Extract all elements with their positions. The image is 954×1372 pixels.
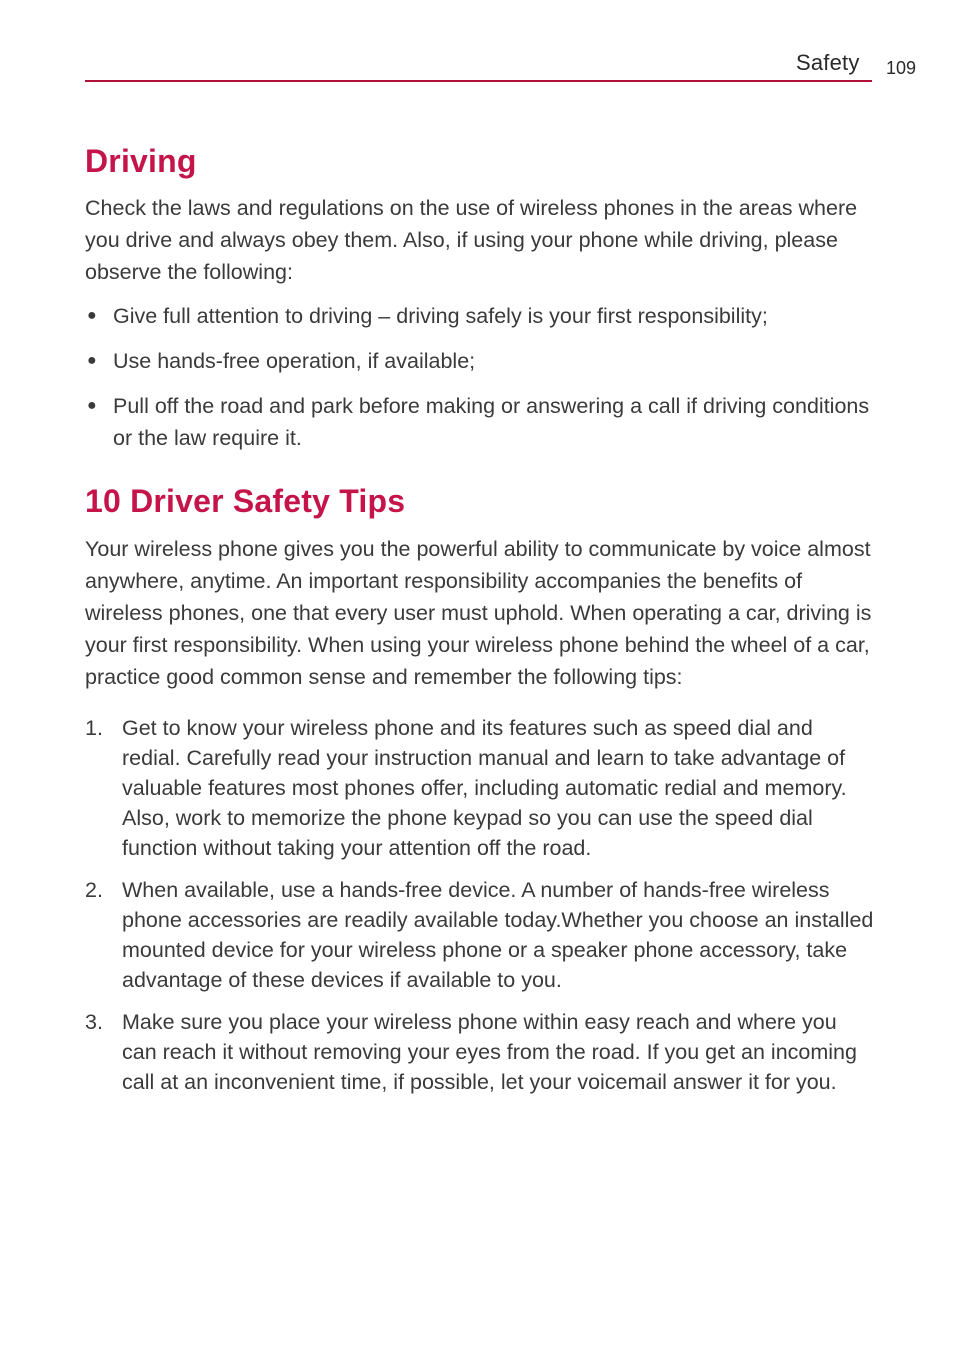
bullet-icon: ● — [87, 352, 97, 370]
bullet-icon: ● — [87, 397, 97, 415]
tips-heading: 10 Driver Safety Tips — [85, 483, 406, 520]
list-item-number: 2. — [85, 877, 103, 902]
list-item — [85, 390, 875, 454]
list-item-text: Get to know your wireless phone and its features such as speed dial and redial. Carefully read your instruction manual and learn to take advantage of valuable features most phones offer, including automatic redial and memory. Also, work to memorize the phone keypad so you can use the speed dial function without taking your attention off the road. — [122, 715, 847, 860]
list-item — [85, 345, 875, 377]
list-item-text: Give full attention to driving – driving safely is your first responsibility; — [113, 304, 768, 329]
list-item-text: Pull off the road and park before making or answering a call if driving conditions or the law require it. — [113, 394, 870, 451]
tips-intro: Your wireless phone gives you the powerful ability to communicate by voice almost anywhere, anytime. An important responsibility accompanies the benefits of wireless phones, one that every user must uphold. When operating a car, driving is your first responsibility. When using your wireless phone behind the wheel of a car, practice good common sense and remember the following tips: — [85, 536, 872, 689]
list-item — [85, 300, 875, 332]
driving-bullet-list — [85, 300, 875, 454]
list-item-text: Use hands-free operation, if available; — [113, 349, 476, 374]
page-number: 109 — [886, 58, 917, 78]
section-title: Safety — [796, 50, 860, 75]
list-item-text: When available, use a hands-free device. A number of hands-free wireless phone accessories are readily available today.Whether you choose an installed mounted device for your wireless phone or a speaker phone accessory, take advantage of these devices if available to you. — [122, 877, 874, 992]
driving-intro: Check the laws and regulations on the use of wireless phones in the areas where you drive and always obey them. Also, if using your phone while driving, please observe the following: — [85, 196, 858, 285]
list-item — [85, 875, 875, 995]
driving-heading: Driving — [85, 143, 197, 179]
tips-numbered-list — [85, 713, 875, 1097]
list-item-number: 1. — [85, 715, 103, 740]
header-divider — [85, 80, 872, 82]
list-item — [85, 713, 875, 863]
list-item — [85, 1007, 875, 1097]
page-content — [85, 142, 875, 1109]
list-item-text: Make sure you place your wireless phone within easy reach and where you can reach it without removing your eyes from the road. If you get an incoming call at an inconvenient time, if possible, let your voicemail answer it for you. — [122, 1009, 857, 1094]
list-item-number: 3. — [85, 1009, 103, 1034]
bullet-icon: ● — [87, 307, 97, 325]
